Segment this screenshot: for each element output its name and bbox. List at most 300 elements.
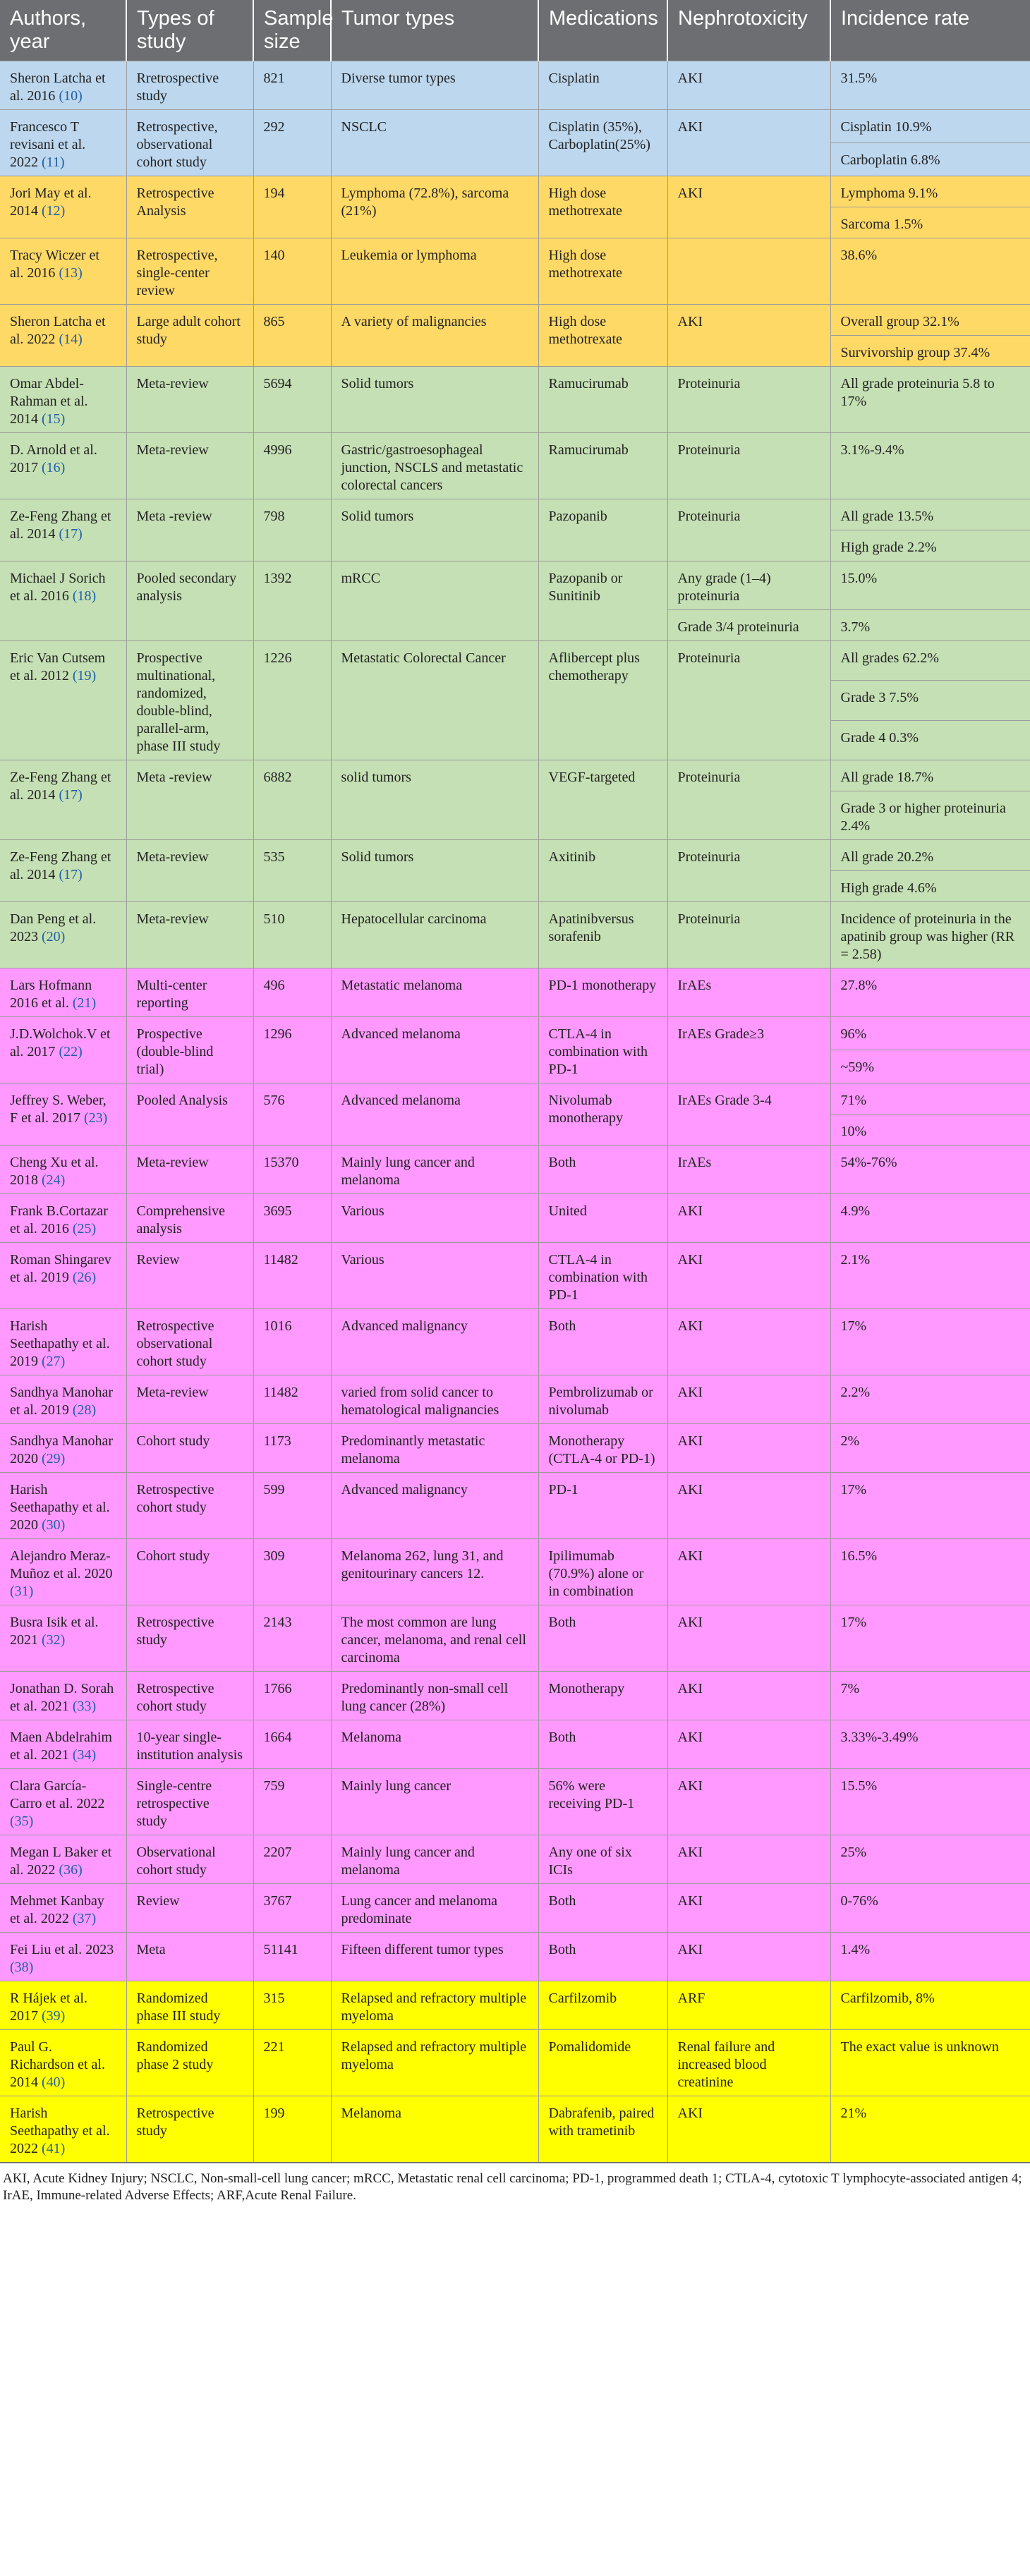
- author-text: D. Arnold et al. 2017: [10, 442, 97, 475]
- reference-link[interactable]: (16): [42, 460, 66, 475]
- author-cell: [0, 840, 126, 902]
- incidence-rate-cell: ~59%: [830, 1050, 1030, 1083]
- table-row: [0, 367, 1030, 433]
- medications-cell: PD-1: [538, 1473, 667, 1539]
- incidence-rate-cell: Survivorship group 37.4%: [830, 336, 1030, 367]
- sample-size-cell: 1392: [253, 561, 331, 641]
- sample-size-cell: 1016: [253, 1309, 331, 1375]
- nephrotoxicity-cell: AKI: [667, 176, 830, 238]
- nephrotoxicity-cell: AKI: [667, 1473, 830, 1539]
- sample-size-cell: 5694: [253, 367, 331, 433]
- table-row: [0, 1981, 1030, 2030]
- table-row: [0, 1933, 1030, 1981]
- nephrotoxicity-cell: AKI: [667, 1835, 830, 1884]
- table-row: [0, 176, 1030, 207]
- author-cell: [0, 110, 126, 176]
- medications-cell: PD-1 monotherapy: [538, 968, 667, 1017]
- incidence-rate-cell: 17%: [830, 1473, 1030, 1539]
- reference-link[interactable]: (18): [72, 588, 97, 604]
- table-row: [0, 1243, 1030, 1309]
- nephrotoxicity-cell: Proteinuria: [667, 367, 830, 433]
- table-row: [0, 1017, 1030, 1050]
- sample-size-cell: 496: [253, 968, 331, 1017]
- medications-cell: Both: [538, 1605, 667, 1672]
- table-row: [0, 1146, 1030, 1194]
- author-cell: [0, 1720, 126, 1769]
- reference-link[interactable]: (20): [42, 929, 66, 944]
- tumor-types-cell: Predominantly non-small cell lung cancer (28%): [331, 1672, 538, 1720]
- author-cell: [0, 1672, 126, 1720]
- sample-size-cell: 51141: [253, 1933, 331, 1981]
- incidence-rate-cell: 96%: [830, 1017, 1030, 1050]
- nephrotoxicity-cell: AKI: [667, 1884, 830, 1933]
- nephrotoxicity-cell: Proteinuria: [667, 902, 830, 968]
- nephrotoxicity-cell: IrAEs Grade≥3: [667, 1017, 830, 1083]
- table-row: [0, 1083, 1030, 1114]
- incidence-rate-cell: Cisplatin 10.9%: [830, 110, 1030, 143]
- author-cell: [0, 760, 126, 840]
- study-type-cell: Meta-review: [126, 1375, 253, 1424]
- tumor-types-cell: Relapsed and refractory multiple myeloma: [331, 2030, 538, 2096]
- study-type-cell: Randomized phase III study: [126, 1981, 253, 2030]
- author-text: Frank B.Cortazar et al. 2016: [10, 1203, 108, 1237]
- author-text: Lars Hofmann 2016 et al.: [10, 978, 92, 1011]
- reference-link[interactable]: (38): [10, 1960, 34, 1975]
- incidence-rate-cell: 15.0%: [830, 561, 1030, 610]
- tumor-types-cell: Melanoma 262, lung 31, and genitourinary cancers 12.: [331, 1539, 538, 1605]
- sample-size-cell: 599: [253, 1473, 331, 1539]
- sample-size-cell: 798: [253, 499, 331, 561]
- table-row: [0, 1835, 1030, 1884]
- study-type-cell: Rretrospective study: [126, 61, 253, 110]
- incidence-rate-cell: Grade 3 7.5%: [830, 681, 1030, 720]
- author-cell: [0, 1835, 126, 1884]
- study-type-cell: Comprehensive analysis: [126, 1194, 253, 1243]
- medications-cell: Ipilimumab (70.9%) alone or in combination: [538, 1539, 667, 1605]
- medications-cell: Monotherapy: [538, 1672, 667, 1720]
- tumor-types-cell: Metastatic Colorectal Cancer: [331, 641, 538, 760]
- header-nephrotoxicity: Nephrotoxicity: [667, 0, 830, 61]
- medications-cell: High dose methotrexate: [538, 305, 667, 367]
- sample-size-cell: 1173: [253, 1424, 331, 1473]
- author-text: Roman Shingarev et al. 2019: [10, 1252, 111, 1285]
- reference-link[interactable]: (35): [10, 1813, 34, 1829]
- sample-size-cell: 4996: [253, 433, 331, 499]
- study-type-cell: Retrospective study: [126, 1605, 253, 1672]
- incidence-rate-cell: High grade 2.2%: [830, 530, 1030, 561]
- medications-cell: United: [538, 1194, 667, 1243]
- header-row: [0, 0, 1030, 61]
- author-text: Clara García-Carro et al. 2022: [10, 1778, 105, 1811]
- author-cell: [0, 499, 126, 561]
- reference-link[interactable]: (11): [42, 154, 65, 170]
- author-cell: [0, 1017, 126, 1083]
- medications-cell: CTLA-4 in combination with PD-1: [538, 1243, 667, 1309]
- study-type-cell: Large adult cohort study: [126, 305, 253, 367]
- nephrotoxicity-cell: IrAEs: [667, 968, 830, 1017]
- author-text: Omar Abdel-Rahman et al. 2014: [10, 376, 88, 427]
- reference-link[interactable]: (10): [59, 88, 83, 104]
- medications-cell: Axitinib: [538, 840, 667, 902]
- nephrotoxicity-cell: AKI: [667, 1309, 830, 1375]
- author-cell: [0, 305, 126, 367]
- incidence-rate-cell: 3.33%-3.49%: [830, 1720, 1030, 1769]
- study-type-cell: Retrospective observational cohort study: [126, 1309, 253, 1375]
- incidence-rate-cell: All grade proteinuria 5.8 to 17%: [830, 367, 1030, 433]
- table-body: [0, 61, 1030, 2163]
- author-text: Dan Peng et al. 2023: [10, 911, 97, 944]
- author-text: Fei Liu et al. 2023: [10, 1942, 114, 1957]
- sample-size-cell: 3695: [253, 1194, 331, 1243]
- reference-link[interactable]: (28): [72, 1402, 97, 1418]
- medications-cell: Any one of six ICIs: [538, 1835, 667, 1884]
- author-cell: [0, 1473, 126, 1539]
- nephrotoxicity-cell: Grade 3/4 proteinuria: [667, 610, 830, 641]
- incidence-rate-cell: 1.4%: [830, 1933, 1030, 1981]
- study-type-cell: Cohort study: [126, 1424, 253, 1473]
- sample-size-cell: 11482: [253, 1375, 331, 1424]
- table-row: [0, 2030, 1030, 2096]
- reference-link[interactable]: (19): [72, 668, 97, 684]
- sample-size-cell: 1766: [253, 1672, 331, 1720]
- nephrotoxicity-cell: Proteinuria: [667, 641, 830, 760]
- reference-link[interactable]: (31): [10, 1584, 34, 1599]
- table-row: [0, 499, 1030, 530]
- sample-size-cell: 221: [253, 2030, 331, 2096]
- tumor-types-cell: Solid tumors: [331, 499, 538, 561]
- incidence-rate-cell: 17%: [830, 1309, 1030, 1375]
- author-text: Ze-Feng Zhang et al. 2014: [10, 509, 111, 542]
- author-cell: [0, 1769, 126, 1835]
- study-type-cell: 10-year single-institution analysis: [126, 1720, 253, 1769]
- nephrotoxicity-cell: Renal failure and increased blood creatinine: [667, 2030, 830, 2096]
- incidence-rate-cell: 54%-76%: [830, 1146, 1030, 1194]
- table-row: [0, 968, 1030, 1017]
- medications-cell: Nivolumab monotherapy: [538, 1083, 667, 1146]
- nephrotoxicity-cell: AKI: [667, 110, 830, 176]
- tumor-types-cell: Melanoma: [331, 2096, 538, 2163]
- reference-link[interactable]: (21): [72, 995, 97, 1011]
- reference-link[interactable]: (12): [42, 203, 66, 219]
- sample-size-cell: 1226: [253, 641, 331, 760]
- study-type-cell: Meta -review: [126, 499, 253, 561]
- author-text: Harish Seethapathy et al. 2019: [10, 1318, 110, 1369]
- incidence-rate-cell: 7%: [830, 1672, 1030, 1720]
- table-row: [0, 1473, 1030, 1539]
- tumor-types-cell: Lung cancer and melanoma predominate: [331, 1884, 538, 1933]
- study-type-cell: Meta-review: [126, 902, 253, 968]
- study-type-cell: Retrospective Analysis: [126, 176, 253, 238]
- header-study-type: Types of study: [126, 0, 253, 61]
- nephrotoxicity-cell: Any grade (1–4) proteinuria: [667, 561, 830, 610]
- nephrotoxicity-cell: AKI: [667, 61, 830, 110]
- medications-cell: Pazopanib or Sunitinib: [538, 561, 667, 641]
- nephrotoxicity-cell: AKI: [667, 1243, 830, 1309]
- medications-cell: Cisplatin: [538, 61, 667, 110]
- reference-link[interactable]: (29): [42, 1451, 66, 1466]
- incidence-rate-cell: Carfilzomib, 8%: [830, 1981, 1030, 2030]
- tumor-types-cell: Predominantly metastatic melanoma: [331, 1424, 538, 1473]
- header-sample-size: Sample size: [253, 0, 331, 61]
- reference-link[interactable]: (22): [59, 1044, 83, 1059]
- author-cell: [0, 1309, 126, 1375]
- medications-cell: 56% were receiving PD-1: [538, 1769, 667, 1835]
- reference-link[interactable]: (33): [72, 1699, 97, 1714]
- study-type-cell: Meta -review: [126, 760, 253, 840]
- tumor-types-cell: Mainly lung cancer and melanoma: [331, 1835, 538, 1884]
- study-type-cell: Pooled Analysis: [126, 1083, 253, 1146]
- sample-size-cell: 292: [253, 110, 331, 176]
- table-row: [0, 1424, 1030, 1473]
- author-text: Harish Seethapathy et al. 2020: [10, 1482, 110, 1533]
- author-cell: [0, 1424, 126, 1473]
- medications-cell: High dose methotrexate: [538, 176, 667, 238]
- nephrotoxicity-cell: Proteinuria: [667, 760, 830, 840]
- study-type-cell: Meta-review: [126, 433, 253, 499]
- medications-cell: Carfilzomib: [538, 1981, 667, 2030]
- table-row: [0, 760, 1030, 791]
- incidence-rate-cell: Sarcoma 1.5%: [830, 207, 1030, 238]
- table-row: [0, 1539, 1030, 1605]
- reference-link[interactable]: (40): [42, 2074, 66, 2090]
- tumor-types-cell: mRCC: [331, 561, 538, 641]
- incidence-rate-cell: Carboplatin 6.8%: [830, 143, 1030, 176]
- tumor-types-cell: Advanced melanoma: [331, 1083, 538, 1146]
- incidence-rate-cell: All grade 20.2%: [830, 840, 1030, 871]
- study-type-cell: Review: [126, 1884, 253, 1933]
- author-cell: [0, 238, 126, 305]
- author-text: Tracy Wiczer et al. 2016: [10, 248, 99, 281]
- study-type-cell: Retrospective study: [126, 2096, 253, 2163]
- nephrotoxicity-cell: AKI: [667, 2096, 830, 2163]
- reference-link[interactable]: (32): [42, 1632, 66, 1648]
- nephrotoxicity-cell: AKI: [667, 1672, 830, 1720]
- tumor-types-cell: Solid tumors: [331, 367, 538, 433]
- table-row: [0, 110, 1030, 143]
- header-tumor-types: Tumor types: [331, 0, 538, 61]
- author-cell: [0, 641, 126, 760]
- author-text: Megan L Baker et al. 2022: [10, 1845, 112, 1878]
- incidence-rate-cell: Grade 4 0.3%: [830, 720, 1030, 760]
- tumor-types-cell: Gastric/gastroesophageal junction, NSCLS and metastatic colorectal cancers: [331, 433, 538, 499]
- table-row: [0, 1309, 1030, 1375]
- table-row: [0, 61, 1030, 110]
- incidence-rate-cell: All grades 62.2%: [830, 641, 1030, 681]
- medications-cell: Both: [538, 1933, 667, 1981]
- author-text: Sandhya Manohar 2020: [10, 1433, 114, 1466]
- tumor-types-cell: Advanced malignancy: [331, 1473, 538, 1539]
- sample-size-cell: 821: [253, 61, 331, 110]
- medications-cell: Both: [538, 1309, 667, 1375]
- author-cell: [0, 1539, 126, 1605]
- medications-cell: Aflibercept plus chemotherapy: [538, 641, 667, 760]
- tumor-types-cell: Lymphoma (72.8%), sarcoma (21%): [331, 176, 538, 238]
- reference-link[interactable]: (23): [84, 1110, 108, 1126]
- medications-cell: Ramucirumab: [538, 433, 667, 499]
- author-text: Mehmet Kanbay et al. 2022: [10, 1893, 104, 1926]
- study-type-cell: Cohort study: [126, 1539, 253, 1605]
- sample-size-cell: 6882: [253, 760, 331, 840]
- table-row: [0, 1672, 1030, 1720]
- author-text: Francesco T revisani et al. 2022: [10, 119, 86, 170]
- table-row: [0, 561, 1030, 610]
- reference-link[interactable]: (41): [42, 2141, 66, 2156]
- study-type-cell: Meta-review: [126, 367, 253, 433]
- reference-link[interactable]: (39): [42, 2008, 66, 2024]
- reference-link[interactable]: (25): [72, 1221, 97, 1237]
- tumor-types-cell: Diverse tumor types: [331, 61, 538, 110]
- incidence-rate-cell: 38.6%: [830, 238, 1030, 305]
- incidence-rate-cell: 10%: [830, 1114, 1030, 1146]
- author-cell: [0, 2030, 126, 2096]
- incidence-rate-cell: The exact value is unknown: [830, 2030, 1030, 2096]
- incidence-rate-cell: High grade 4.6%: [830, 871, 1030, 902]
- incidence-rate-cell: All grade 13.5%: [830, 499, 1030, 530]
- incidence-rate-cell: 17%: [830, 1605, 1030, 1672]
- table-row: [0, 238, 1030, 305]
- reference-link[interactable]: (27): [42, 1354, 66, 1369]
- incidence-rate-cell: 27.8%: [830, 968, 1030, 1017]
- author-cell: [0, 176, 126, 238]
- table-row: [0, 1884, 1030, 1933]
- medications-cell: Both: [538, 1884, 667, 1933]
- study-type-cell: Retrospective, single-center review: [126, 238, 253, 305]
- sample-size-cell: 199: [253, 2096, 331, 2163]
- sample-size-cell: 309: [253, 1539, 331, 1605]
- tumor-types-cell: Mainly lung cancer: [331, 1769, 538, 1835]
- incidence-rate-cell: Overall group 32.1%: [830, 305, 1030, 336]
- sample-size-cell: 3767: [253, 1884, 331, 1933]
- medications-cell: Pazopanib: [538, 499, 667, 561]
- incidence-rate-cell: 2.2%: [830, 1375, 1030, 1424]
- study-type-cell: Single-centre retrospective study: [126, 1769, 253, 1835]
- incidence-rate-cell: 16.5%: [830, 1539, 1030, 1605]
- reference-link[interactable]: (17): [59, 526, 83, 542]
- reference-link[interactable]: (30): [42, 1517, 66, 1533]
- author-cell: [0, 1605, 126, 1672]
- nephrotoxicity-cell: AKI: [667, 1539, 830, 1605]
- reference-link[interactable]: (14): [59, 332, 83, 347]
- nephrotoxicity-cell: Proteinuria: [667, 499, 830, 561]
- sample-size-cell: 510: [253, 902, 331, 968]
- author-cell: [0, 1194, 126, 1243]
- nephrotoxicity-cell: AKI: [667, 1933, 830, 1981]
- nephrotoxicity-cell: ARF: [667, 1981, 830, 2030]
- study-type-cell: Prospective multinational, randomized, double-blind, parallel-arm, phase III study: [126, 641, 253, 760]
- reference-link[interactable]: (37): [72, 1911, 97, 1926]
- incidence-rate-cell: 71%: [830, 1083, 1030, 1114]
- medications-cell: VEGF-targeted: [538, 760, 667, 840]
- author-text: J.D.Wolchok.V et al. 2017: [10, 1026, 111, 1059]
- incidence-rate-cell: 3.1%-9.4%: [830, 433, 1030, 499]
- reference-link[interactable]: (34): [72, 1747, 97, 1763]
- sample-size-cell: 140: [253, 238, 331, 305]
- nephrotoxicity-cell: [667, 238, 830, 305]
- study-type-cell: Retrospective cohort study: [126, 1473, 253, 1539]
- tumor-types-cell: Various: [331, 1194, 538, 1243]
- sample-size-cell: 2143: [253, 1605, 331, 1672]
- medications-cell: Apatinibversus sorafenib: [538, 902, 667, 968]
- sample-size-cell: 2207: [253, 1835, 331, 1884]
- author-text: Alejandro Meraz- Muñoz et al. 2020: [10, 1548, 113, 1581]
- study-type-cell: Review: [126, 1243, 253, 1309]
- sample-size-cell: 15370: [253, 1146, 331, 1194]
- table-row: [0, 1769, 1030, 1835]
- tumor-types-cell: solid tumors: [331, 760, 538, 840]
- author-cell: [0, 1146, 126, 1194]
- table-row: [0, 1194, 1030, 1243]
- incidence-rate-cell: 2%: [830, 1424, 1030, 1473]
- reference-link[interactable]: (24): [42, 1172, 66, 1188]
- table-row: [0, 902, 1030, 968]
- tumor-types-cell: Mainly lung cancer and melanoma: [331, 1146, 538, 1194]
- study-type-cell: Meta: [126, 1933, 253, 1981]
- nephrotoxicity-cell: Proteinuria: [667, 840, 830, 902]
- nephrotoxicity-cell: AKI: [667, 305, 830, 367]
- medications-cell: Both: [538, 1146, 667, 1194]
- medications-cell: Dabrafenib, paired with trametinib: [538, 2096, 667, 2163]
- reference-link[interactable]: (17): [59, 867, 83, 882]
- medications-cell: High dose methotrexate: [538, 238, 667, 305]
- tumor-types-cell: A variety of malignancies: [331, 305, 538, 367]
- tumor-types-cell: Hepatocellular carcinoma: [331, 902, 538, 968]
- table-row: [0, 1605, 1030, 1672]
- medications-cell: Both: [538, 1720, 667, 1769]
- author-cell: [0, 1083, 126, 1146]
- author-cell: [0, 1933, 126, 1981]
- nephrotoxicity-cell: AKI: [667, 1375, 830, 1424]
- header-medications: Medications: [538, 0, 667, 61]
- table-row: [0, 2096, 1030, 2163]
- sample-size-cell: 759: [253, 1769, 331, 1835]
- reference-link[interactable]: (17): [59, 787, 83, 803]
- sample-size-cell: 315: [253, 1981, 331, 2030]
- incidence-rate-cell: 0-76%: [830, 1884, 1030, 1933]
- author-cell: [0, 968, 126, 1017]
- study-type-cell: Observational cohort study: [126, 1835, 253, 1884]
- author-cell: [0, 2096, 126, 2163]
- author-text: Eric Van Cutsem et al. 2012: [10, 650, 106, 684]
- sample-size-cell: 576: [253, 1083, 331, 1146]
- medications-cell: Monotherapy (CTLA-4 or PD-1): [538, 1424, 667, 1473]
- medications-cell: CTLA-4 in combination with PD-1: [538, 1017, 667, 1083]
- author-text: R Hájek et al. 2017: [10, 1991, 87, 2024]
- author-cell: [0, 61, 126, 110]
- reference-link[interactable]: (15): [42, 411, 66, 427]
- nephrotoxicity-cell: AKI: [667, 1424, 830, 1473]
- nephrotoxicity-cell: IrAEs: [667, 1146, 830, 1194]
- medications-cell: Pembrolizumab or nivolumab: [538, 1375, 667, 1424]
- author-cell: [0, 1243, 126, 1309]
- reference-link[interactable]: (13): [59, 265, 83, 281]
- reference-link[interactable]: (26): [72, 1270, 97, 1285]
- nephrotoxicity-cell: AKI: [667, 1194, 830, 1243]
- author-text: Busra Isik et al. 2021: [10, 1615, 99, 1648]
- tumor-types-cell: Relapsed and refractory multiple myeloma: [331, 1981, 538, 2030]
- header-incidence-rate: Incidence rate: [830, 0, 1030, 61]
- incidence-rate-cell: All grade 18.7%: [830, 760, 1030, 791]
- sample-size-cell: 1664: [253, 1720, 331, 1769]
- author-cell: [0, 902, 126, 968]
- incidence-rate-cell: Lymphoma 9.1%: [830, 176, 1030, 207]
- tumor-types-cell: varied from solid cancer to hematological malignancies: [331, 1375, 538, 1424]
- tumor-types-cell: Fifteen different tumor types: [331, 1933, 538, 1981]
- reference-link[interactable]: (36): [59, 1862, 83, 1878]
- nephrotoxicity-cell: IrAEs Grade 3-4: [667, 1083, 830, 1146]
- medications-cell: Cisplatin (35%), Carboplatin(25%): [538, 110, 667, 176]
- author-cell: [0, 433, 126, 499]
- author-cell: [0, 1884, 126, 1933]
